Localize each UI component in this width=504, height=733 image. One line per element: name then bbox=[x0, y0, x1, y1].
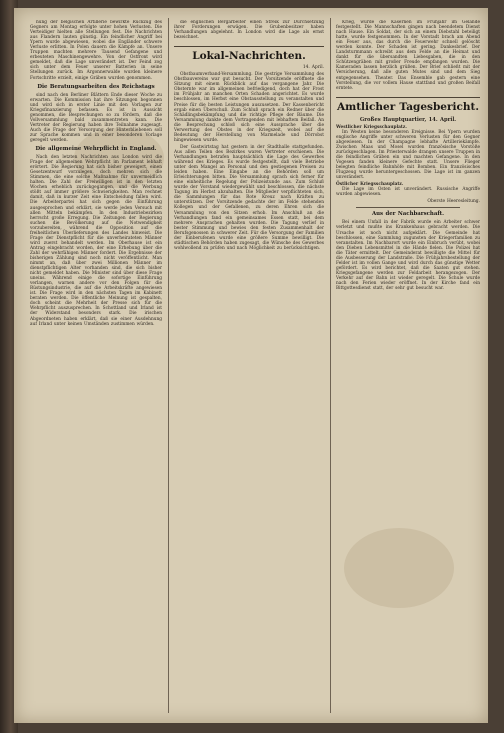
section-heading: Lokal-Nachrichten. bbox=[174, 46, 324, 63]
front-heading: Westlicher Kriegsschauplatz. bbox=[336, 124, 407, 130]
column-middle bbox=[174, 20, 324, 713]
section-heading: Amtlicher Tagesbericht. bbox=[336, 97, 480, 114]
column-rule bbox=[168, 18, 169, 713]
article-text: nung der belgischen Artillerie bewirkte Rückzug des Gegners am Montag erfolgte unter hohen Verlusten. Die Verteidiger hielten alle Stellungen fest. Die Nachrichten aus Flandern lauten günstig. Ein feindlicher Angriff bei Ypern wurde abgewiesen, wobei die Engländer schwere Verluste erlitten. In Polen dauern die Kämpfe an. Unsere Truppen machten mehrere Tausend Gefangene und erbeuteten Maschinengewehre. Von der Ostfront wird gemeldet, daß die Lage unverändert ist. Der Feind zog sich unter dem Feuer unserer Batterien in seine Stellungen zurück. Im Argonnerwalde wurden kleinere Fortschritte erzielt, einige Gräben wurden genommen. bbox=[30, 20, 162, 81]
column-rule bbox=[330, 18, 331, 713]
divider bbox=[356, 207, 460, 208]
article-text: sind nach den Berliner Blättern Ende dieser Woche zu erwarten. Die Kommission hat ihre Sitzungen begonnen und wird sich in erster Linie mit den Vorlagen zur Kriegsfinanzierung befassen. Es ist in Aussicht genommen, die Besprechungen so zu fördern, daß die Vollversammlung bald zusammentreten kann. Die Vertreter der Regierung haben ihre Teilnahme zugesagt. Auch die Frage der Versorgung der Hinterbliebenen soll zur Sprache kommen und in einer besonderen Vorlage geregelt werden. bbox=[30, 92, 162, 143]
report-location: Großes Hauptquartier, 14. April. bbox=[359, 116, 457, 123]
article-text: Der Gastwirtstag hat gestern in der Stadthalle stattgefunden. Aus allen Teilen des Bezirkes waren Vertreter erschienen. Die Verhandlungen betrafen hauptsächlich die Lage des Gewerbes während des Krieges. Es wurde festgestellt, daß viele Betriebe unter dem Mangel an Personal und den gestiegenen Preisen zu leiden haben. Eine Eingabe an die Behörden soll um Erleichterungen bitten. Die Versammlung sprach sich ferner für eine einheitliche Regelung der Polizeistunde aus. Zum Schluß wurde der Vorstand wiedergewählt und beschlossen, die nächste Tagung im Herbst abzuhalten. Die Mitglieder verpflichteten sich, die Sammlungen für das Rote Kreuz nach Kräften zu unterstützen. Der Vorsitzende gedachte der im Felde stehenden Kollegen und der Gefallenen, zu deren Ehren sich die Versammlung von den Sitzen erhob. Im Anschluß an die Verhandlungen fand ein gemeinsames Essen statt, bei dem mehrere Ansprachen gehalten wurden. Die Tagung verlief in bester Stimmung und bewies den festen Zusammenhalt der Berufsgenossen in schwerer Zeit. Für die Versorgung der Familien der Einberufenen wurde eine größere Summe bewilligt. Die städtischen Behörden haben zugesagt, die Wünsche des Gewerbes wohlwollend zu prüfen und nach Möglichkeit zu berücksichtigen. bbox=[174, 144, 324, 251]
article-text: Die Lage im Osten ist unverändert. Russische Angriffe wurden abgewiesen. bbox=[336, 187, 480, 198]
report-signature: Oberste Heeresleitung. bbox=[427, 199, 480, 205]
dateline: 14. April. bbox=[302, 65, 324, 71]
article-text: Nach den letzten Nachrichten aus London wird die Frage der allgemeinen Wehrpflicht im Parlament lebhaft erörtert. Die Regierung hat sich bisher geweigert, einen Gesetzentwurf vorzulegen, doch mehren sich die Stimmen, die eine solche Maßnahme für unvermeidlich halten. Die Zahl der Freiwilligen ist in den letzten Wochen erheblich zurückgegangen, und die Werbung stößt auf immer größere Schwierigkeiten. Man rechnet damit, daß in kurzer Zeit eine Entscheidung fallen wird. Die Arbeiterpartei hat sich gegen die Einführung ausgesprochen und erklärt, sie werde jeden Versuch mit allen Mitteln bekämpfen. In den Industriebezirken herrscht große Erregung. Die Zeitungen der Regierung suchen die Bevölkerung auf die Notwendigkeit vorzubereiten, während die Opposition auf die freiheitlichen Überlieferungen des Landes hinweist. Die Frage der Dienstpflicht für die unverheirateten Männer wird zuerst behandelt werden. Im Oberhause ist ein Antrag eingebracht worden, der eine Erhebung über die Zahl der wehrfähigen Männer fordert. Die Ergebnisse der bisherigen Zählung sind noch nicht veröffentlicht. Man nimmt an, daß über zwei Millionen Männer im dienstpflichtigen Alter vorhanden sind, die sich bisher nicht gemeldet haben. Die Minister sind über diese Frage uneins. Während einige die sofortige Einführung verlangen, warnen andere vor den Folgen für die Rüstungsindustrie, die auf die Arbeitskräfte angewiesen ist. Die Frage wird in den nächsten Tagen im Kabinett beraten werden. Die öffentliche Meinung ist gespalten, doch scheint die Mehrheit der Presse sich für die Wehrpflicht auszusprechen. In Schottland und Irland ist der Widerstand besonders stark. Die irischen Abgeordneten haben erklärt, daß sie einer Ausdehnung auf Irland unter keinen Umständen zustimmen würden. bbox=[30, 155, 162, 327]
article-text: Obstbaumverband-Versammlung. Die gestrige Versammlung des Obstbauvereins war gut besucht. Der Vorsitzende eröffnete die Sitzung mit einem Rückblick auf das vergangene Jahr. Die Obsternte war im allgemeinen befriedigend, doch hat der Frost im Frühjahr an manchen Orten Schaden angerichtet. Es wurde beschlossen, im Herbst eine Obstausstellung zu veranstalten und Preise für die besten Leistungen auszusetzen. Der Kassenbericht ergab einen Überschuß. Zum Schluß sprach ein Redner über die Schädlingsbekämpfung und die richtige Pflege der Bäume. Die Versammlung dankte dem Vortragenden mit lebhaftem Beifall. An die Besprechung schloß sich eine Aussprache über die Verwertung des Obstes in der Kriegszeit, wobei auf die Bedeutung der Herstellung von Marmelade und Dörrobst hingewiesen wurde. bbox=[174, 72, 324, 143]
article-heading: Aus der Nachbarschaft. bbox=[371, 211, 445, 218]
front-heading: Östlicher Kriegsschauplatz. bbox=[336, 182, 404, 188]
newspaper-page bbox=[14, 8, 488, 723]
article-text: Bei einem Unfall in der Fabrik wurde ein Arbeiter schwer verletzt und mußte ins Krankenhaus gebracht werden. Die Ursache ist noch nicht aufgeklärt. Die Gemeinde hat beschlossen, eine Sammlung zugunsten der Kriegerfamilien zu veranstalten. Im Nachbarort wurde ein Einbruch verübt, wobei den Dieben Lebensmittel in die Hände fielen. Die Polizei hat die Täter ermittelt. Der Gemeinderat bewilligte die Mittel für die Ausbesserung der Landstraße. Die Frühjahrsbestellung der Felder ist im vollen Gange und wird durch das günstige Wetter gefördert. Es wird berichtet, daß die Saaten gut stehen. Kriegsgefangene werden zur Feldarbeit herangezogen. Der Verkehr auf der Bahn ist wieder geregelt. Die Schule wurde nach den Ferien wieder eröffnet. In der Kirche fand ein Bittgottesdienst statt, der sehr gut besucht war. bbox=[336, 220, 480, 292]
column-right bbox=[336, 20, 480, 713]
article-heading: Die Beratungsarbeiten des Reichstags bbox=[37, 83, 155, 90]
article-text: Im Westen keine besonderen Ereignisse. Bei Ypern wurden englische Angriffe unter schweren Verlusten für den Gegner abgewiesen. In der Champagne lebhafte Artilleriekämpfe. Zwischen Maas und Mosel wurden französische Vorstöße zurückgeschlagen. Im Priesterwalde drangen unsere Truppen in die feindlichen Gräben ein und machten Gefangene. In den Vogesen fanden kleinere Gefechte statt. Unsere Flieger belegten feindliche Bahnhöfe mit Bomben. Ein französisches Flugzeug wurde heruntergeschossen. Die Lage ist im ganzen unverändert. bbox=[336, 129, 480, 181]
column-left bbox=[30, 20, 162, 713]
article-heading: Die allgemeine Wehrpflicht in England. bbox=[35, 146, 157, 153]
article-text: Krieg, wurde die Kasernen im Frühjahr im Gelände festgestellt. Die Mannschaften gingen nach beendetem Dienst nach Hause. Ein Soldat, der sich an einem Diebstahl beteiligt hatte, wurde festgenommen. In der Vorstadt brach am Abend ein Feuer aus, das durch die Feuerwehr schnell gelöscht werden konnte. Der Schaden ist gering. Dankesbrief. Der Landsturmmann schreibt aus dem Felde an die Heimat und dankt für die übersandten Liebesgaben, die in den Schützengräben mit großer Freude empfangen wurden. Die Kameraden lassen herzlich grüßen. Der Brief schließt mit der Versicherung, daß alle guten Mutes sind und dem Sieg entgegensehen. Theater. Das Ensemble gab gestern eine Vorstellung, die vor vollem Hause stattfand und großen Beifall erntete. bbox=[336, 20, 480, 91]
article-text: die englischen Bergarbeiter einen Streik zur Durchsetzung ihrer Forderungen erwägen. Die Grubenbesitzer haben Verhandlungen abgelehnt. In London wird die Lage als ernst bezeichnet. bbox=[174, 20, 324, 41]
